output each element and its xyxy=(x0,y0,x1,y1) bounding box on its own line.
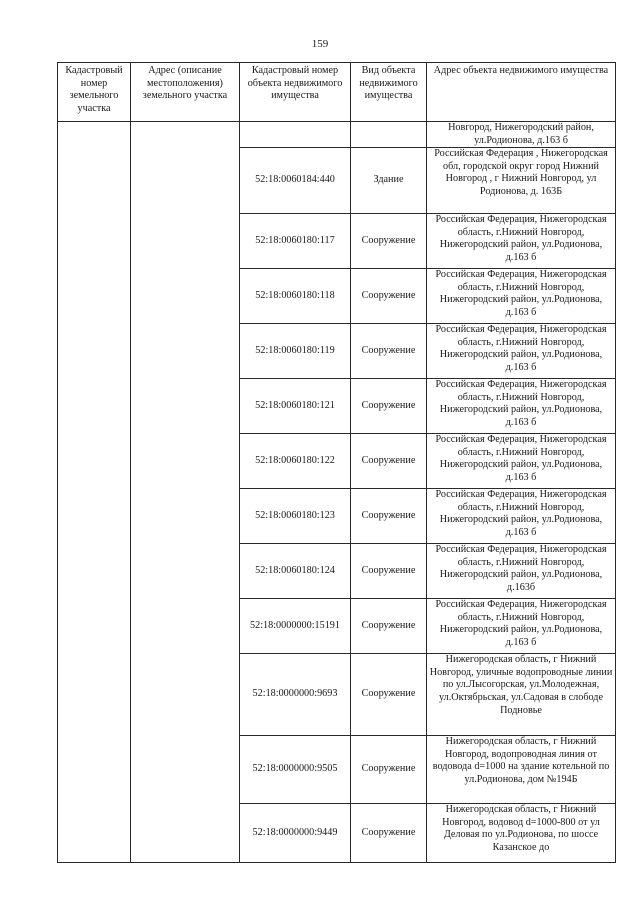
property-table xyxy=(57,62,616,863)
header-object-cadastral-number: Кадастровый номер объекта недвижимого имущества xyxy=(240,63,351,122)
object-address-cell: Новгород, Нижегородский район, ул.Родионова, д.163 б xyxy=(427,122,616,148)
object-kind-cell: Сооружение xyxy=(351,379,427,434)
object-cadastral-cell: 52:18:0000000:9449 xyxy=(240,804,351,863)
object-cadastral-cell: 52:18:0060180:121 xyxy=(240,379,351,434)
object-kind-cell: Сооружение xyxy=(351,544,427,599)
object-address-cell: Российская Федерация, Нижегородская область, г.Нижний Новгород, Нижегородский район, ул.Родионова, д.163 б xyxy=(427,489,616,544)
object-address-cell: Российская Федерация, Нижегородская область, г.Нижний Новгород, Нижегородский район, ул.Родионова, д.163 б xyxy=(427,214,616,269)
object-kind-cell: Сооружение xyxy=(351,434,427,489)
object-address-cell: Нижегородская область, г Нижний Новгород, водопроводная линия от водовода d=1000 на здание котельной по ул.Родионова, дом №194Б xyxy=(427,736,616,804)
header-object-kind: Вид объекта недвижимого имущества xyxy=(351,63,427,122)
object-kind-cell: Сооружение xyxy=(351,214,427,269)
object-address-cell: Нижегородская область, г Нижний Новгород, уличные водопроводные линии по ул.Лысогорская, ул.Молодежная, ул.Октябрьская, ул.Садовая в слободе Подновье xyxy=(427,654,616,736)
header-land-cadastral-number: Кадастровый номер земельного участка xyxy=(58,63,131,122)
object-kind-cell xyxy=(351,122,427,148)
object-cadastral-cell: 52:18:0000000:15191 xyxy=(240,599,351,654)
object-address-cell: Российская Федерация, Нижегородская область, г.Нижний Новгород, Нижегородский район, ул.Родионова, д.163 б xyxy=(427,379,616,434)
object-address-cell: Российская Федерация, Нижегородская область, г.Нижний Новгород, Нижегородский район, ул.Родионова, д.163б xyxy=(427,544,616,599)
object-cadastral-cell xyxy=(240,122,351,148)
object-cadastral-cell: 52:18:0060180:119 xyxy=(240,324,351,379)
object-cadastral-cell: 52:18:0060180:118 xyxy=(240,269,351,324)
object-address-cell: Российская Федерация, Нижегородская область, г.Нижний Новгород, Нижегородский район, ул.Родионова, д.163 б xyxy=(427,324,616,379)
object-kind-cell: Сооружение xyxy=(351,324,427,379)
object-cadastral-cell: 52:18:0060180:123 xyxy=(240,489,351,544)
table-row xyxy=(58,122,616,148)
page-number: 159 xyxy=(311,38,329,50)
land-cadastral-cell xyxy=(58,122,131,863)
header-land-address: Адрес (описание местоположения) земельного участка xyxy=(131,63,240,122)
table-header-row xyxy=(58,63,616,122)
object-address-cell: Российская Федерация , Нижегородская обл, городской округ город Нижний Новгород , г Нижний Новгород, ул Родионова, д. 163Б xyxy=(427,148,616,214)
object-cadastral-cell: 52:18:0060180:122 xyxy=(240,434,351,489)
object-cadastral-cell: 52:18:0060180:117 xyxy=(240,214,351,269)
header-object-address: Адрес объекта недвижимого имущества xyxy=(427,63,616,122)
object-kind-cell: Сооружение xyxy=(351,599,427,654)
object-address-cell: Российская Федерация, Нижегородская область, г.Нижний Новгород, Нижегородский район, ул.Родионова, д.163 б xyxy=(427,434,616,489)
object-cadastral-cell: 52:18:0000000:9505 xyxy=(240,736,351,804)
object-kind-cell: Сооружение xyxy=(351,489,427,544)
object-kind-cell: Сооружение xyxy=(351,269,427,324)
object-cadastral-cell: 52:18:0060180:124 xyxy=(240,544,351,599)
object-cadastral-cell: 52:18:0060184:440 xyxy=(240,148,351,214)
object-address-cell: Нижегородская область, г Нижний Новгород, водовод d=1000-800 от ул Деловая по ул.Родионова, по шоссе Казанское до xyxy=(427,804,616,863)
object-address-cell: Российская Федерация, Нижегородская область, г.Нижний Новгород, Нижегородский район, ул.Родионова, д.163 б xyxy=(427,269,616,324)
object-kind-cell: Сооружение xyxy=(351,736,427,804)
object-kind-cell: Здание xyxy=(351,148,427,214)
table-body xyxy=(58,122,616,863)
object-kind-cell: Сооружение xyxy=(351,804,427,863)
land-address-cell xyxy=(131,122,240,863)
object-cadastral-cell: 52:18:0000000:9693 xyxy=(240,654,351,736)
object-address-cell: Российская Федерация, Нижегородская область, г.Нижний Новгород, Нижегородский район, ул.Родионова, д.163 б xyxy=(427,599,616,654)
object-kind-cell: Сооружение xyxy=(351,654,427,736)
